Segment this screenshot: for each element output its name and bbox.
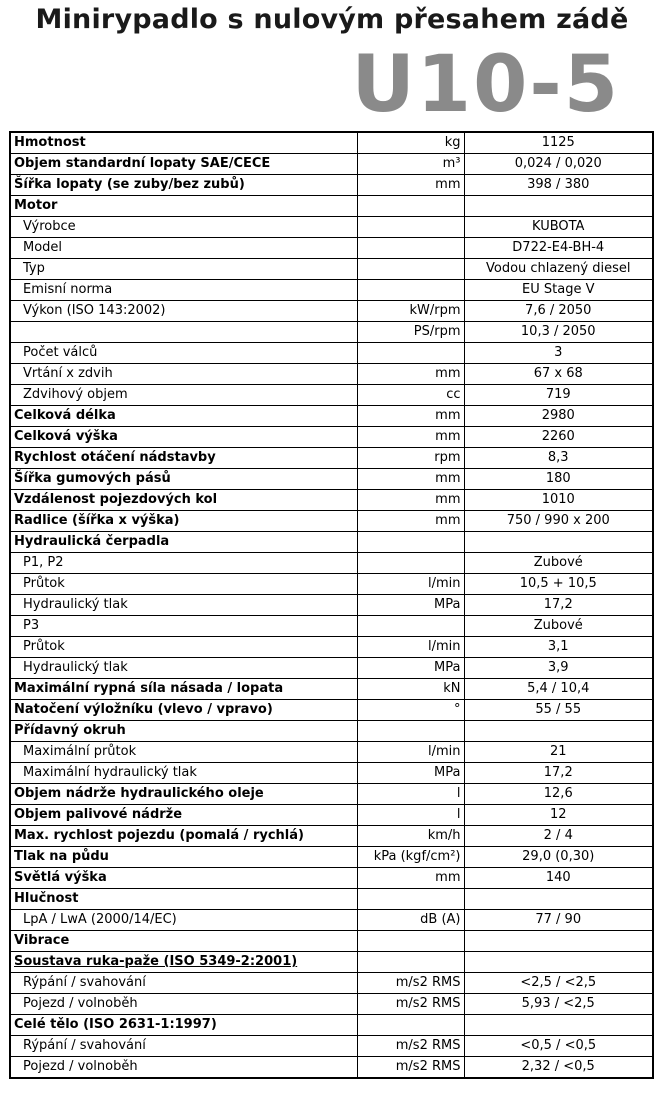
spec-unit: m/s2 RMS — [357, 973, 464, 994]
spec-label: Tlak na půdu — [10, 847, 357, 868]
spec-unit: km/h — [357, 826, 464, 847]
spec-row — [10, 931, 653, 952]
spec-label: P1, P2 — [10, 553, 357, 574]
spec-row — [10, 280, 653, 301]
spec-value — [464, 196, 653, 217]
spec-row — [10, 490, 653, 511]
spec-unit: mm — [357, 868, 464, 889]
spec-row — [10, 364, 653, 385]
spec-label: Objem palivové nádrže — [10, 805, 357, 826]
spec-row — [10, 469, 653, 490]
spec-label: Maximální hydraulický tlak — [10, 763, 357, 784]
spec-row — [10, 238, 653, 259]
spec-row — [10, 763, 653, 784]
spec-row — [10, 1057, 653, 1079]
spec-value — [464, 931, 653, 952]
spec-row — [10, 910, 653, 931]
spec-value: Vodou chlazený diesel — [464, 259, 653, 280]
spec-unit: MPa — [357, 595, 464, 616]
spec-row — [10, 658, 653, 679]
spec-unit — [357, 217, 464, 238]
spec-label: Průtok — [10, 637, 357, 658]
spec-value: 719 — [464, 385, 653, 406]
spec-label: Maximální rypná síla násada / lopata — [10, 679, 357, 700]
spec-row — [10, 175, 653, 196]
spec-value: 7,6 / 2050 — [464, 301, 653, 322]
spec-value: 2 / 4 — [464, 826, 653, 847]
spec-label: Pojezd / volnoběh — [10, 1057, 357, 1079]
spec-row — [10, 952, 653, 973]
spec-value: 3,9 — [464, 658, 653, 679]
model-name: U10-5 — [351, 40, 620, 130]
spec-label: Celé tělo (ISO 2631-1:1997) — [10, 1015, 357, 1036]
spec-value: 2,32 / <0,5 — [464, 1057, 653, 1079]
spec-unit: cc — [357, 385, 464, 406]
spec-value: 10,3 / 2050 — [464, 322, 653, 343]
spec-label: Motor — [10, 196, 357, 217]
spec-value: 17,2 — [464, 595, 653, 616]
spec-unit — [357, 532, 464, 553]
spec-row — [10, 406, 653, 427]
spec-row — [10, 343, 653, 364]
spec-label: Vrtání x zdvih — [10, 364, 357, 385]
spec-row — [10, 826, 653, 847]
spec-row — [10, 1015, 653, 1036]
spec-label: Hydraulický tlak — [10, 658, 357, 679]
spec-row — [10, 868, 653, 889]
spec-label: Přídavný okruh — [10, 721, 357, 742]
spec-unit — [357, 952, 464, 973]
spec-table — [9, 131, 654, 1079]
spec-value: 5,93 / <2,5 — [464, 994, 653, 1015]
spec-label: Radlice (šířka x výška) — [10, 511, 357, 532]
spec-unit — [357, 1015, 464, 1036]
spec-label: Vzdálenost pojezdových kol — [10, 490, 357, 511]
spec-row — [10, 196, 653, 217]
spec-label: Celková délka — [10, 406, 357, 427]
spec-value: 2260 — [464, 427, 653, 448]
spec-row — [10, 322, 653, 343]
spec-unit — [357, 196, 464, 217]
spec-row — [10, 259, 653, 280]
spec-value: 5,4 / 10,4 — [464, 679, 653, 700]
spec-value: 77 / 90 — [464, 910, 653, 931]
spec-unit — [357, 553, 464, 574]
spec-unit: l — [357, 784, 464, 805]
spec-unit — [357, 721, 464, 742]
spec-unit: m/s2 RMS — [357, 994, 464, 1015]
spec-value: 1125 — [464, 132, 653, 154]
spec-unit — [357, 280, 464, 301]
spec-label: Hmotnost — [10, 132, 357, 154]
spec-row — [10, 217, 653, 238]
spec-row — [10, 132, 653, 154]
spec-label: Maximální průtok — [10, 742, 357, 763]
spec-value: 3,1 — [464, 637, 653, 658]
spec-value: 1010 — [464, 490, 653, 511]
spec-value: Zubové — [464, 616, 653, 637]
spec-value: 12 — [464, 805, 653, 826]
spec-label — [10, 322, 357, 343]
spec-label: Objem standardní lopaty SAE/CECE — [10, 154, 357, 175]
spec-unit: mm — [357, 364, 464, 385]
spec-unit: mm — [357, 469, 464, 490]
spec-row — [10, 973, 653, 994]
spec-unit: mm — [357, 490, 464, 511]
spec-value: 21 — [464, 742, 653, 763]
spec-label: Světlá výška — [10, 868, 357, 889]
spec-unit — [357, 616, 464, 637]
spec-label: LpA / LwA (2000/14/EC) — [10, 910, 357, 931]
spec-unit: m³ — [357, 154, 464, 175]
spec-unit: MPa — [357, 763, 464, 784]
spec-unit — [357, 343, 464, 364]
spec-row — [10, 301, 653, 322]
spec-value: 2980 — [464, 406, 653, 427]
page-title: Minirypadlo s nulovým přesahem zádě — [35, 4, 629, 35]
spec-value: D722-E4-BH-4 — [464, 238, 653, 259]
spec-label: Max. rychlost pojezdu (pomalá / rychlá) — [10, 826, 357, 847]
spec-unit: m/s2 RMS — [357, 1036, 464, 1057]
spec-row — [10, 847, 653, 868]
spec-row — [10, 385, 653, 406]
spec-unit — [357, 931, 464, 952]
spec-label: Typ — [10, 259, 357, 280]
spec-row — [10, 805, 653, 826]
spec-unit: kN — [357, 679, 464, 700]
spec-label: Rýpání / svahování — [10, 1036, 357, 1057]
spec-row — [10, 1036, 653, 1057]
spec-row — [10, 574, 653, 595]
spec-value: 0,024 / 0,020 — [464, 154, 653, 175]
spec-row — [10, 616, 653, 637]
spec-row — [10, 742, 653, 763]
spec-label: Rychlost otáčení nádstavby — [10, 448, 357, 469]
spec-row — [10, 511, 653, 532]
spec-value: 398 / 380 — [464, 175, 653, 196]
spec-row — [10, 448, 653, 469]
spec-label: Vibrace — [10, 931, 357, 952]
spec-row — [10, 784, 653, 805]
spec-label: Výkon (ISO 143:2002) — [10, 301, 357, 322]
spec-unit: l — [357, 805, 464, 826]
spec-unit: kg — [357, 132, 464, 154]
spec-row — [10, 994, 653, 1015]
spec-unit: l/min — [357, 637, 464, 658]
spec-row — [10, 532, 653, 553]
spec-label: Pojezd / volnoběh — [10, 994, 357, 1015]
spec-value: 55 / 55 — [464, 700, 653, 721]
spec-unit: m/s2 RMS — [357, 1057, 464, 1079]
spec-unit — [357, 889, 464, 910]
spec-label: Průtok — [10, 574, 357, 595]
spec-row — [10, 154, 653, 175]
spec-unit: kPa (kgf/cm²) — [357, 847, 464, 868]
spec-unit: mm — [357, 406, 464, 427]
spec-label: Šířka lopaty (se zuby/bez zubů) — [10, 175, 357, 196]
spec-unit: l/min — [357, 742, 464, 763]
spec-label: Hydraulická čerpadla — [10, 532, 357, 553]
spec-label: Šířka gumových pásů — [10, 469, 357, 490]
spec-label: Natočení výložníku (vlevo / vpravo) — [10, 700, 357, 721]
spec-value — [464, 952, 653, 973]
spec-label: Rýpání / svahování — [10, 973, 357, 994]
spec-value: 8,3 — [464, 448, 653, 469]
spec-value: 12,6 — [464, 784, 653, 805]
spec-value — [464, 532, 653, 553]
spec-unit: MPa — [357, 658, 464, 679]
spec-value: Zubové — [464, 553, 653, 574]
spec-row — [10, 889, 653, 910]
spec-value: EU Stage V — [464, 280, 653, 301]
spec-label: Celková výška — [10, 427, 357, 448]
spec-row — [10, 553, 653, 574]
spec-row — [10, 427, 653, 448]
spec-row — [10, 595, 653, 616]
spec-unit: mm — [357, 427, 464, 448]
spec-label: Hydraulický tlak — [10, 595, 357, 616]
spec-value — [464, 1015, 653, 1036]
spec-unit — [357, 238, 464, 259]
spec-value: 17,2 — [464, 763, 653, 784]
spec-unit: l/min — [357, 574, 464, 595]
spec-value: 3 — [464, 343, 653, 364]
spec-unit: ° — [357, 700, 464, 721]
spec-unit: mm — [357, 175, 464, 196]
spec-label: Zdvihový objem — [10, 385, 357, 406]
spec-label: Hlučnost — [10, 889, 357, 910]
spec-label: Výrobce — [10, 217, 357, 238]
spec-unit — [357, 259, 464, 280]
spec-row — [10, 637, 653, 658]
spec-value: <0,5 / <0,5 — [464, 1036, 653, 1057]
spec-label: Objem nádrže hydraulického oleje — [10, 784, 357, 805]
spec-label: Počet válců — [10, 343, 357, 364]
spec-row — [10, 700, 653, 721]
spec-label: Model — [10, 238, 357, 259]
spec-value: 180 — [464, 469, 653, 490]
spec-label: Emisní norma — [10, 280, 357, 301]
spec-value: 29,0 (0,30) — [464, 847, 653, 868]
spec-value: 10,5 + 10,5 — [464, 574, 653, 595]
spec-unit: rpm — [357, 448, 464, 469]
spec-label: P3 — [10, 616, 357, 637]
spec-row — [10, 679, 653, 700]
spec-unit: dB (A) — [357, 910, 464, 931]
spec-value: <2,5 / <2,5 — [464, 973, 653, 994]
spec-value: 140 — [464, 868, 653, 889]
spec-value — [464, 721, 653, 742]
spec-value: KUBOTA — [464, 217, 653, 238]
spec-value — [464, 889, 653, 910]
spec-value: 67 x 68 — [464, 364, 653, 385]
spec-label: Soustava ruka-paže (ISO 5349-2:2001) — [10, 952, 357, 973]
spec-value: 750 / 990 x 200 — [464, 511, 653, 532]
spec-unit: kW/rpm — [357, 301, 464, 322]
spec-row — [10, 721, 653, 742]
spec-unit: PS/rpm — [357, 322, 464, 343]
spec-unit: mm — [357, 511, 464, 532]
